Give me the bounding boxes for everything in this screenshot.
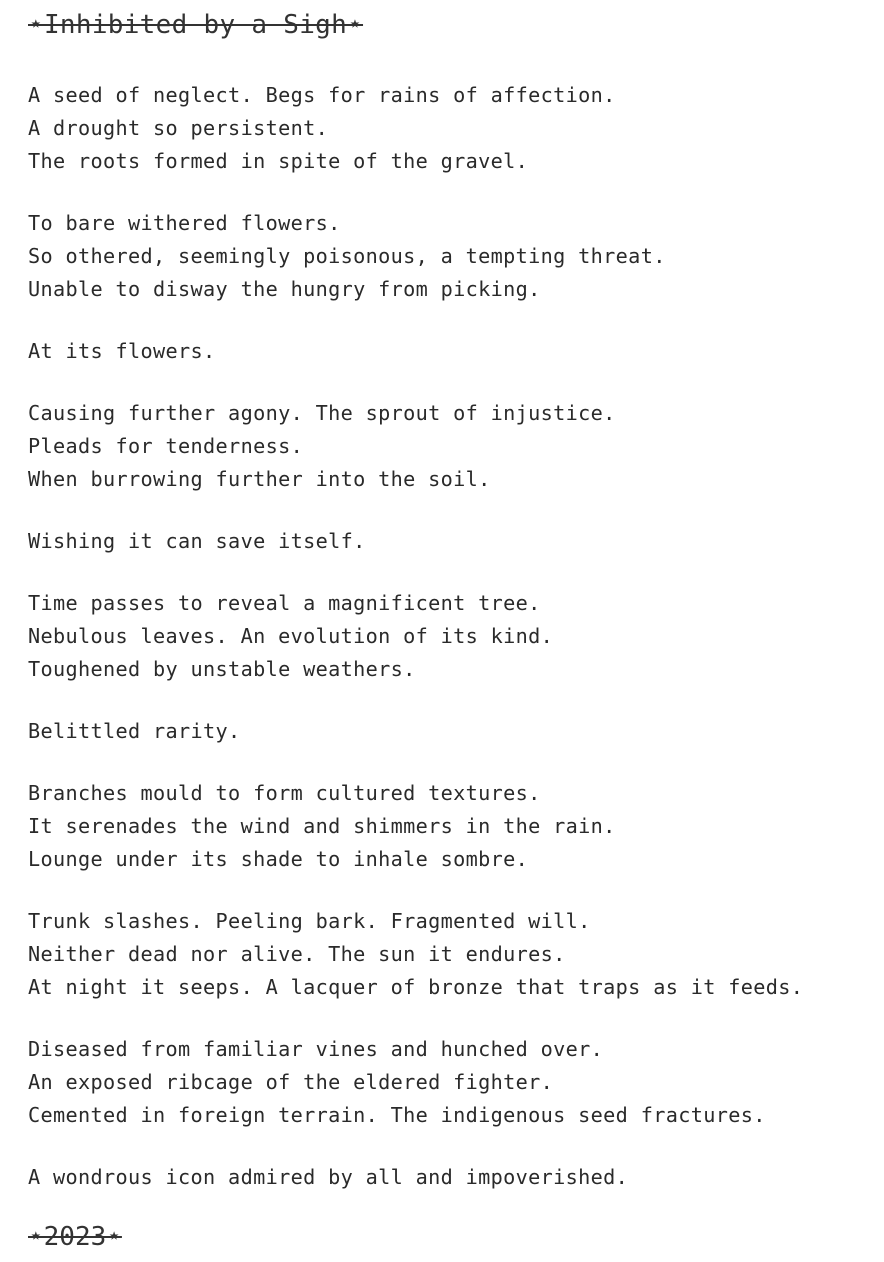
stanza xyxy=(28,1161,868,1194)
poem-line: Time passes to reveal a magnificent tree. xyxy=(28,591,541,615)
poem-line: It serenades the wind and shimmers in the rain. xyxy=(28,814,616,838)
poem-year: ⋆2023⋆ xyxy=(28,1222,122,1252)
stanza xyxy=(28,79,868,178)
poem-line: So othered, seemingly poisonous, a tempting threat. xyxy=(28,244,666,268)
poem-line: Cemented in foreign terrain. The indigenous seed fractures. xyxy=(28,1103,766,1127)
poem-line: At its flowers. xyxy=(28,339,216,363)
poem-line: The roots formed in spite of the gravel. xyxy=(28,149,529,173)
poem-line: A drought so persistent. xyxy=(28,116,329,140)
stanza xyxy=(28,397,868,496)
poem-line: Branches mould to form cultured textures. xyxy=(28,781,541,805)
poem-line: Toughened by unstable weathers. xyxy=(28,657,416,681)
poem-body xyxy=(28,79,868,1223)
poem-line: When burrowing further into the soil. xyxy=(28,467,491,491)
poem-line: Pleads for tenderness. xyxy=(28,434,304,458)
stanza xyxy=(28,335,868,368)
poem-line: To bare withered flowers. xyxy=(28,211,341,235)
poem-line: Lounge under its shade to inhale sombre. xyxy=(28,847,529,871)
poem-line: A seed of neglect. Begs for rains of affection. xyxy=(28,83,616,107)
poem-title: ⋆Inhibited by a Sigh⋆ xyxy=(28,10,364,40)
stanza xyxy=(28,905,868,1004)
poem-line: Belittled rarity. xyxy=(28,719,241,743)
stanza xyxy=(28,207,868,306)
poem-line: Causing further agony. The sprout of injustice. xyxy=(28,401,616,425)
stanza xyxy=(28,525,868,558)
poem-line: At night it seeps. A lacquer of bronze that traps as it feeds. xyxy=(28,975,804,999)
stanza xyxy=(28,587,868,686)
poem-line: An exposed ribcage of the eldered fighter. xyxy=(28,1070,554,1094)
poem-line: Neither dead nor alive. The sun it endures. xyxy=(28,942,566,966)
poem-line: Unable to disway the hungry from picking. xyxy=(28,277,541,301)
stanza xyxy=(28,1033,868,1132)
stanza xyxy=(28,777,868,876)
poem-line: Wishing it can save itself. xyxy=(28,529,366,553)
poem-line: Nebulous leaves. An evolution of its kind. xyxy=(28,624,554,648)
stanza xyxy=(28,715,868,748)
poem-line: Trunk slashes. Peeling bark. Fragmented will. xyxy=(28,909,591,933)
poem-line: A wondrous icon admired by all and impoverished. xyxy=(28,1165,629,1189)
poem-line: Diseased from familiar vines and hunched over. xyxy=(28,1037,604,1061)
